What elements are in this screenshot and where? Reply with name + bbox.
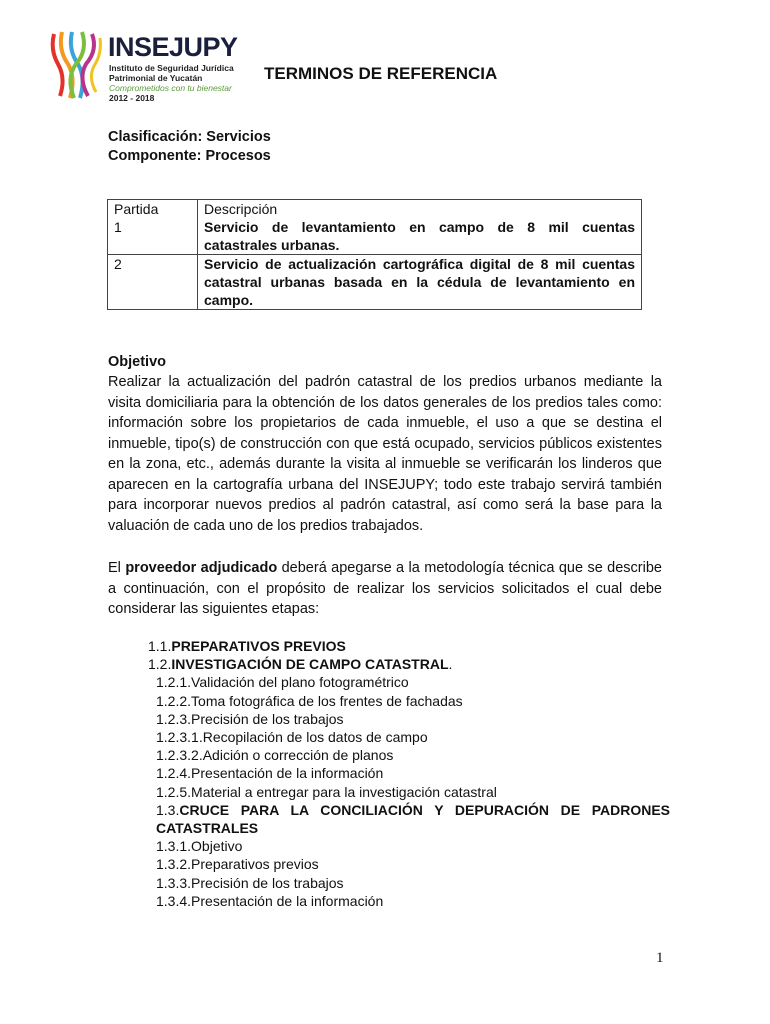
classification: Clasificación: Servicios [108,129,271,145]
partidas-table [107,199,642,310]
component: Componente: Procesos [108,148,271,164]
list-item: 1.1.PREPARATIVOS PREVIOS [148,638,346,654]
list-item: 1.3.3.Precisión de los trabajos [156,874,344,891]
partida-number: 2 [108,255,198,310]
methodology-list [148,637,670,910]
list-item: 1.3.4.Presentación de la información [156,892,384,909]
logo-years: 2012 - 2018 [109,93,155,103]
logo-emblem-icon [48,30,104,102]
list-item: 1.3.CRUCE PARA LA CONCILIACIÓN Y DEPURACIÓN DE PADRONES CATASTRALES [156,801,670,837]
table-row [108,255,642,310]
logo-tagline: Comprometidos con tu bienestar [109,83,232,93]
list-item: 1.2.3.Precisión de los trabajos [156,710,344,727]
table-header-row [108,200,642,219]
list-item: 1.2.3.2.Adición o corrección de planos [156,747,394,764]
partida-number: 1 [108,218,198,255]
table-row [108,218,642,255]
provider-paragraph [108,558,662,620]
provider-rest: deberá apegarse a la metodología técnica que se describe a continuación, con el propósito de realizar los servicios solicitados el cual debe considerar las siguientes etapas: [108,560,662,617]
document-meta [108,128,271,166]
header-partida: Partida [108,200,198,219]
list-item: 1.2.4.Presentación de la información [156,765,384,782]
list-item: 1.3.1.Objetivo [156,838,243,855]
list-item: 1.2.INVESTIGACIÓN DE CAMPO CATASTRAL. [148,656,453,673]
objective-heading: Objetivo [108,354,167,370]
logo-name: INSEJUPY [108,32,238,62]
provider-prefix: El [108,560,126,576]
partida-description: Servicio de levantamiento en campo de 8 mil cuentas catastrales urbanas. [198,218,642,255]
logo-line-2: Patrimonial de Yucatán [109,73,203,83]
partida-description: Servicio de actualización cartográfica digital de 8 mil cuentas catastral urbanas basada en la cédula de levantamiento en campo. [198,255,642,310]
page-number: 1 [656,950,664,966]
list-item: 1.3.2.Preparativos previos [156,856,319,873]
objective-text: Realizar la actualización del padrón catastral de los predios urbanos mediante la visita domiciliaria para la obtención de los datos generales de los predios tales como: información sobre los propietarios de cada inmueble, el uso a que se destina el inmueble, tipo(s) de construcción con que está ocupado, servicios públicos existentes en la zona, etc., además durante la visita al inmueble se verificarán los linderos que aparecen en la cartografía urbana del INSEJUPY; todo este trabajo servirá también para incorporar nuevos predios al padrón catastral, así como será la base para la valuación de cada uno de los predios trabajados. [108,374,662,534]
list-item: 1.2.1.Validación del plano fotogramétrico [156,674,409,691]
list-item: 1.2.2.Toma fotográfica de los frentes de fachadas [156,692,463,709]
institution-logo [48,30,248,102]
provider-bold: proveedor adjudicado [125,560,278,576]
header-descripcion: Descripción [198,200,642,219]
document-title: TERMINOS DE REFERENCIA [264,64,498,83]
list-item: 1.2.3.1.Recopilación de los datos de campo [156,729,428,746]
logo-line-1: Instituto de Seguridad Jurídica [109,63,234,73]
list-item: 1.2.5.Material a entregar para la investigación catastral [156,783,497,800]
